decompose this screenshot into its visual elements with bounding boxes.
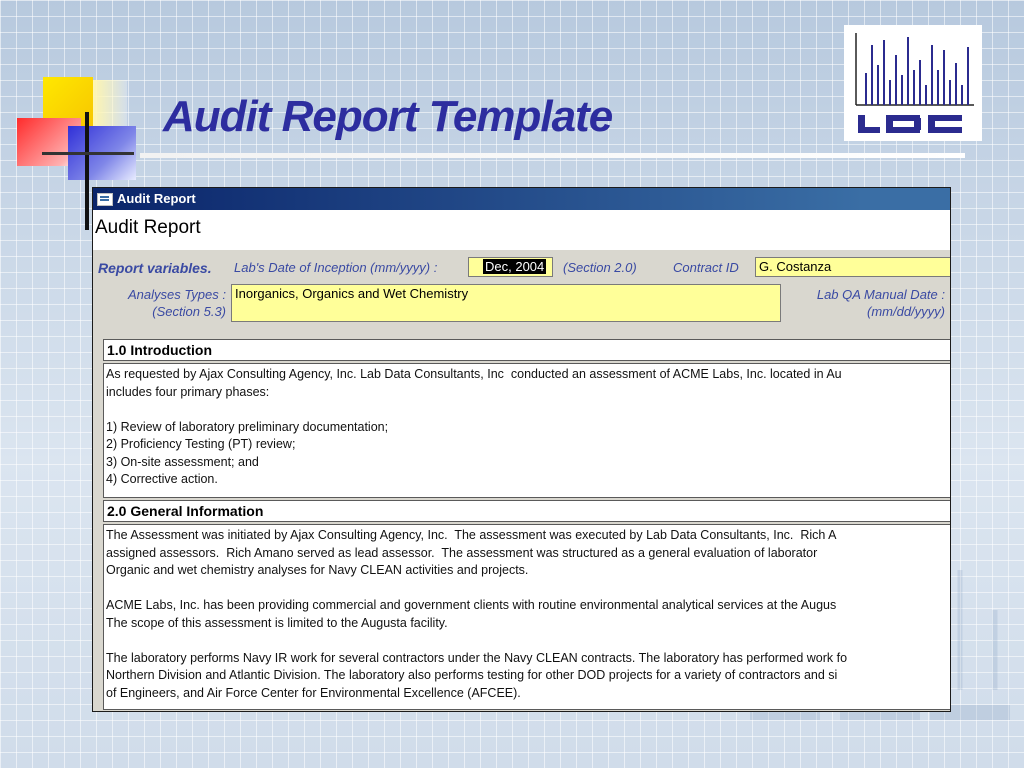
title-underline: [140, 153, 965, 158]
audit-report-window: [92, 187, 951, 712]
report-variables-label: Report variables.: [98, 260, 212, 276]
slide-title: Audit Report Template: [163, 92, 613, 141]
inception-date-value: Dec, 2004: [485, 259, 545, 274]
ldc-logo: [844, 25, 982, 141]
deco-horizontal-line: [42, 152, 134, 155]
section-introduction-heading: 1.0 Introduction: [103, 339, 951, 361]
inception-date-field[interactable]: [468, 257, 553, 277]
contract-id-label: Contract ID: [673, 260, 739, 275]
form-heading: Audit Report: [93, 210, 950, 250]
deco-yellow-fade: [93, 80, 127, 126]
window-titlebar[interactable]: [93, 188, 950, 210]
analyses-types-field[interactable]: Inorganics, Organics and Wet Chemistry: [231, 284, 781, 322]
inception-date-label: Lab's Date of Inception (mm/yyyy) :: [234, 260, 438, 275]
qa-manual-date-label: Lab QA Manual Date :: [816, 287, 945, 302]
analyses-section-label: (Section 5.3): [152, 304, 226, 319]
section-introduction-text[interactable]: As requested by Ajax Consulting Agency, Inc. Lab Data Consultants, Inc conducted an assessment of ACME Labs, Inc. located in Au includes four primary phases: 1) Review of laboratory preliminary documentation; 2) Proficiency Testing (PT) review; 3) On-site assessment; and 4) Corrective action.: [103, 363, 951, 498]
contract-id-field[interactable]: G. Costanza: [755, 257, 951, 277]
analyses-types-label: Analyses Types :: [127, 287, 226, 302]
window-title: Audit Report: [117, 191, 196, 206]
qa-manual-date-format-label: (mm/dd/yyyy): [867, 304, 945, 319]
section-general-text[interactable]: The Assessment was initiated by Ajax Consulting Agency, Inc. The assessment was executed by Lab Data Consultants, Inc. Rich A assigned assessors. Rich Amano served as lead assessor. The assessment was structured as a general evaluation of laborator Organic and wet chemistry analyses for Navy CLEAN activities and projects. ACME Labs, Inc. has been providing commercial and government clients with routine environmental analytical services at the Augus The scope of this assessment is limited to the Augusta facility. The laboratory performs Navy IR work for several contractors under the Navy CLEAN contracts. The laboratory has performed work fo Northern Division and Atlantic Division. The laboratory also performs testing for other DOD projects for a variety of contractors and si of Engineers, and Air Force Center for Environmental Excellence (AFCEE).: [103, 524, 951, 710]
deco-vertical-line: [85, 112, 89, 230]
section-general-heading: 2.0 General Information: [103, 500, 951, 522]
form-icon: [97, 193, 113, 206]
form-body: [93, 250, 950, 711]
inception-section-label: (Section 2.0): [563, 260, 637, 275]
